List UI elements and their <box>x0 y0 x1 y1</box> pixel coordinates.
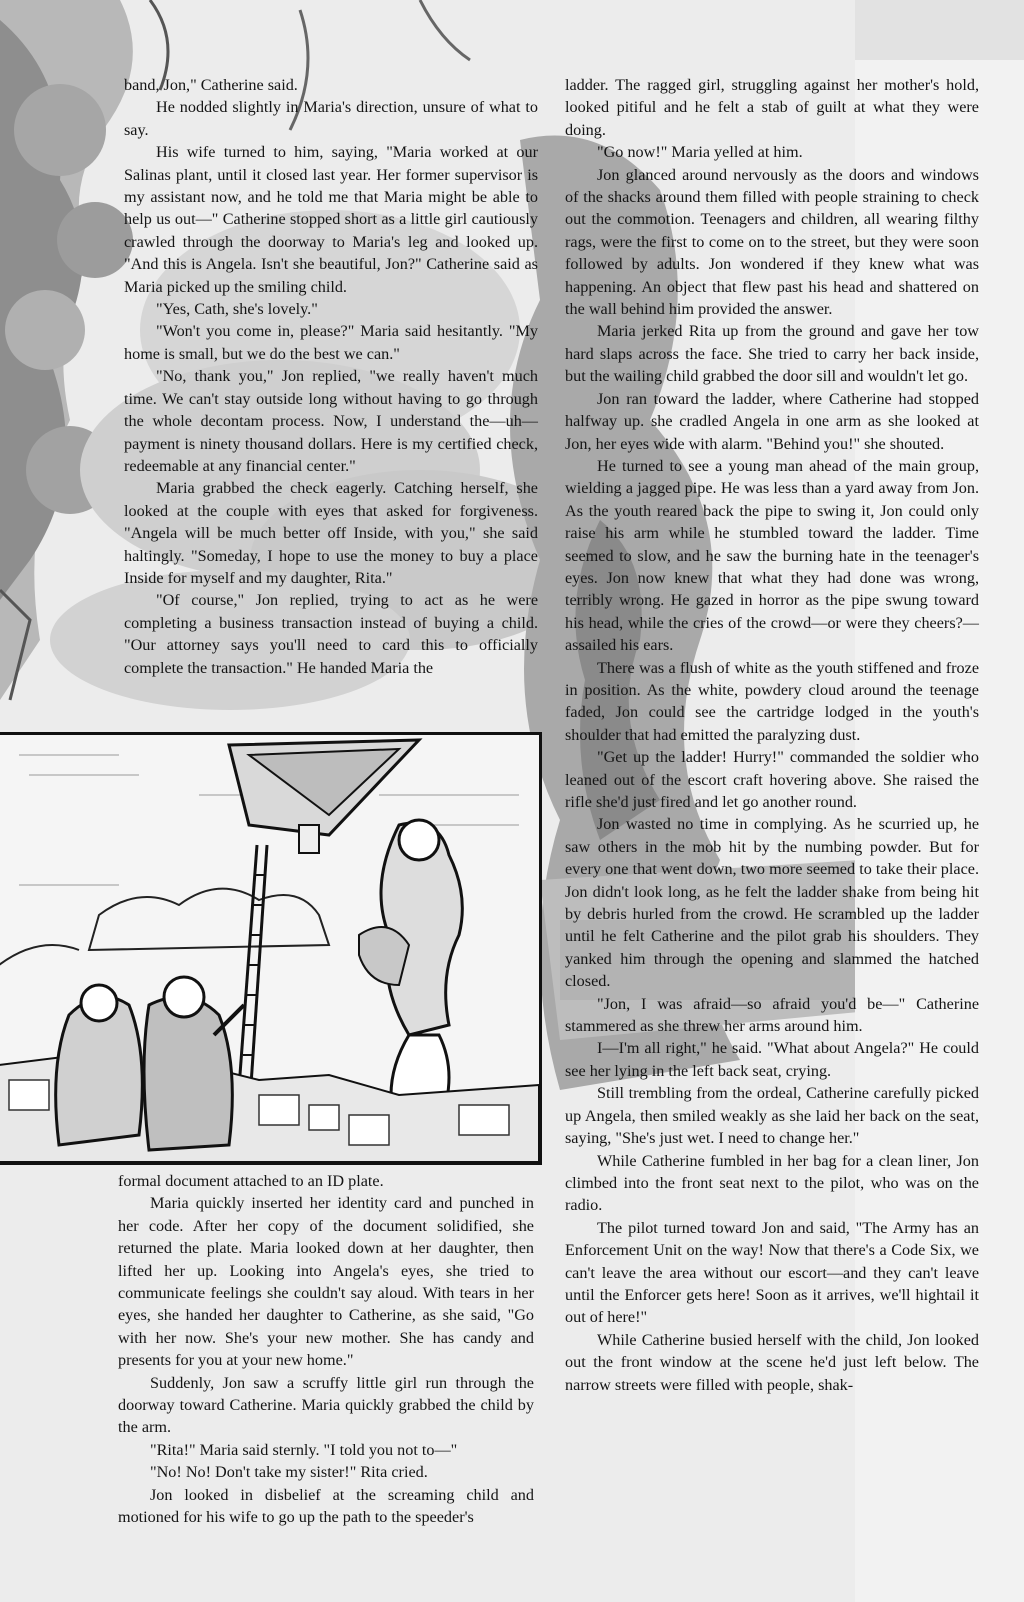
paragraph: "Rita!" Maria said sternly. "I told you not to—" <box>150 1440 458 1459</box>
paragraph: Jon ran toward the ladder, where Catherine had stopped halfway up. she cradled Angela in one arm as she looked at Jon, her eyes wide with alarm. "Behind you!" she shouted. <box>565 389 979 453</box>
paragraph: Maria jerked Rita up from the ground and gave her tow hard slaps across the face. She tried to carry her back inside, but the wailing child grabbed the door sill and wouldn't let go. <box>565 322 979 386</box>
right-column-text <box>565 74 979 1396</box>
paragraph: Jon wasted no time in complying. As he scurried up, he saw others in the mob hit by the numbing powder. But for every one that went down, two more seemed to take their place. Jon didn't look long, as he felt the ladder shake from being hit by debris hurled from the crowd. He scrambled up the ladder until he felt Catherine and the pilot grab his shoulders. They yanked him through the opening and slammed the hatched closed. <box>565 815 979 991</box>
left-column-top-text <box>124 74 538 679</box>
paragraph: The pilot turned toward Jon and said, "The Army has an Enforcement Unit on the way! Now that there's a Code Six, we can't leave the area without our escort—and they can't leave until the Enforcer gets here! Soon as it arrives, we'll hightail it out of here!" <box>565 1218 979 1327</box>
paragraph: "Of course," Jon replied, trying to act as he were completing a business transaction instead of buying a child. "Our attorney says you'll need to card this to officially complete the transaction." He handed Maria the <box>124 591 538 677</box>
paragraph: "No, thank you," Jon replied, "we really haven't much time. We can't stay outside long without having to go through the whole decontam process. Now, I understand the—uh—payment is ninety thousand dollars. Here is my certified check, redeemable at any financial center." <box>124 367 538 475</box>
comic-panel-illustration <box>0 735 539 1162</box>
comic-panel <box>0 732 542 1165</box>
paragraph: Jon looked in disbelief at the screaming child and motioned for his wife to go up the path to the speeder's <box>118 1485 534 1527</box>
paragraph: "Won't you come in, please?" Maria said hesitantly. "My home is small, but we do the best we can." <box>124 322 538 363</box>
paragraph: Still trembling from the ordeal, Catherine carefully picked up Angela, then smiled weakly as she laid her back on the seat, saying, "She's just wet. I need to change her." <box>565 1084 979 1148</box>
paragraph: While Catherine fumbled in her bag for a clean liner, Jon climbed into the front seat next to the pilot, who was on the radio. <box>565 1151 979 1215</box>
paragraph: ladder. The ragged girl, struggling against her mother's hold, looked pitiful and he felt a stab of guilt at what they were doing. <box>565 76 979 139</box>
paragraph: He turned to see a young man ahead of the main group, wielding a jagged pipe. He was less than a yard away from Jon. As the youth reared back the pipe to swing it, Jon could only raise his arm while he stumbled toward the ladder. Time seemed to slow, and he saw the burning hate in the teenager's eyes. Jon now knew that what they had done was wrong, terribly wrong. He gazed in horror as the pipe swung toward his head, while the cries of the crowd—or were they cheers?—assailed his ears. <box>565 456 979 655</box>
paragraph: Maria grabbed the check eagerly. Catching herself, she looked at the couple with eyes that asked for forgiveness. "Angela will be much better off Inside, with you," she said haltingly. "Someday, I hope to use the money to buy a place Inside for myself and my daughter, Rita." <box>124 479 538 587</box>
paragraph: "Yes, Cath, she's lovely." <box>156 300 318 319</box>
paragraph: His wife turned to him, saying, "Maria worked at our Salinas plant, until it closed last year. Her former supervisor is my assistant now, and he told me that Maria might be able to help us out—" Catherine stopped short as a little girl cautiously crawled through the doorway to Maria's leg and looked up. "And this is Angela. Isn't she beautiful, Jon?" Catherine said as Maria picked up the smiling child. <box>124 143 538 296</box>
paragraph: band, Jon," Catherine said. <box>124 76 298 94</box>
paragraph: "Get up the ladder! Hurry!" commanded the soldier who leaned out of the escort craft hovering above. She raised the rifle she'd just fired and let go another round. <box>565 748 979 811</box>
paragraph: Jon glanced around nervously as the doors and windows of the shacks around them filled with people straining to check out the commotion. Teenagers and children, all wearing filthy rags, were the first to come on to the street, but they were soon followed by adults. Jon wondered if they knew what was happening. An object that flew past his head and shattered on the wall behind him provided the answer. <box>565 165 979 319</box>
paragraph: There was a flush of white as the youth stiffened and froze in position. As the white, powdery cloud around the teenage faded, Jon could see the cartridge lodged in the youth's shoulder that had emitted the paralyzing dust. <box>565 658 979 744</box>
left-column-bottom-text <box>118 1170 534 1529</box>
paragraph: Maria quickly inserted her identity card and punched in her code. After her copy of the document solidified, she returned the plate. Maria looked down at her daughter, then lifted her up. Looking into Angela's eyes, she tried to communicate feelings she couldn't say aloud. With tears in her eyes, she handed her daughter to Catherine, as she said, "Go with her now. She's your new mother. She has candy and presents for you at your new home." <box>118 1194 534 1370</box>
paragraph: "Go now!" Maria yelled at him. <box>597 143 803 162</box>
paragraph: Suddenly, Jon saw a scruffy little girl run through the doorway toward Catherine. Maria quickly grabbed the child by the arm. <box>118 1373 534 1437</box>
paragraph: I—I'm all right," he said. "What about Angela?" He could see her lying in the left back seat, crying. <box>565 1039 979 1080</box>
paragraph: "No! No! Don't take my sister!" Rita cried. <box>150 1463 428 1482</box>
paragraph: formal document attached to an ID plate. <box>118 1172 384 1190</box>
paragraph: "Jon, I was afraid—so afraid you'd be—" Catherine stammered as she threw her arms around him. <box>565 994 979 1036</box>
paragraph: While Catherine busied herself with the child, Jon looked out the front window at the scene he'd just left below. The narrow streets were filled with people, shak- <box>565 1330 979 1394</box>
paragraph: He nodded slightly in Maria's direction, unsure of what to say. <box>124 98 538 139</box>
